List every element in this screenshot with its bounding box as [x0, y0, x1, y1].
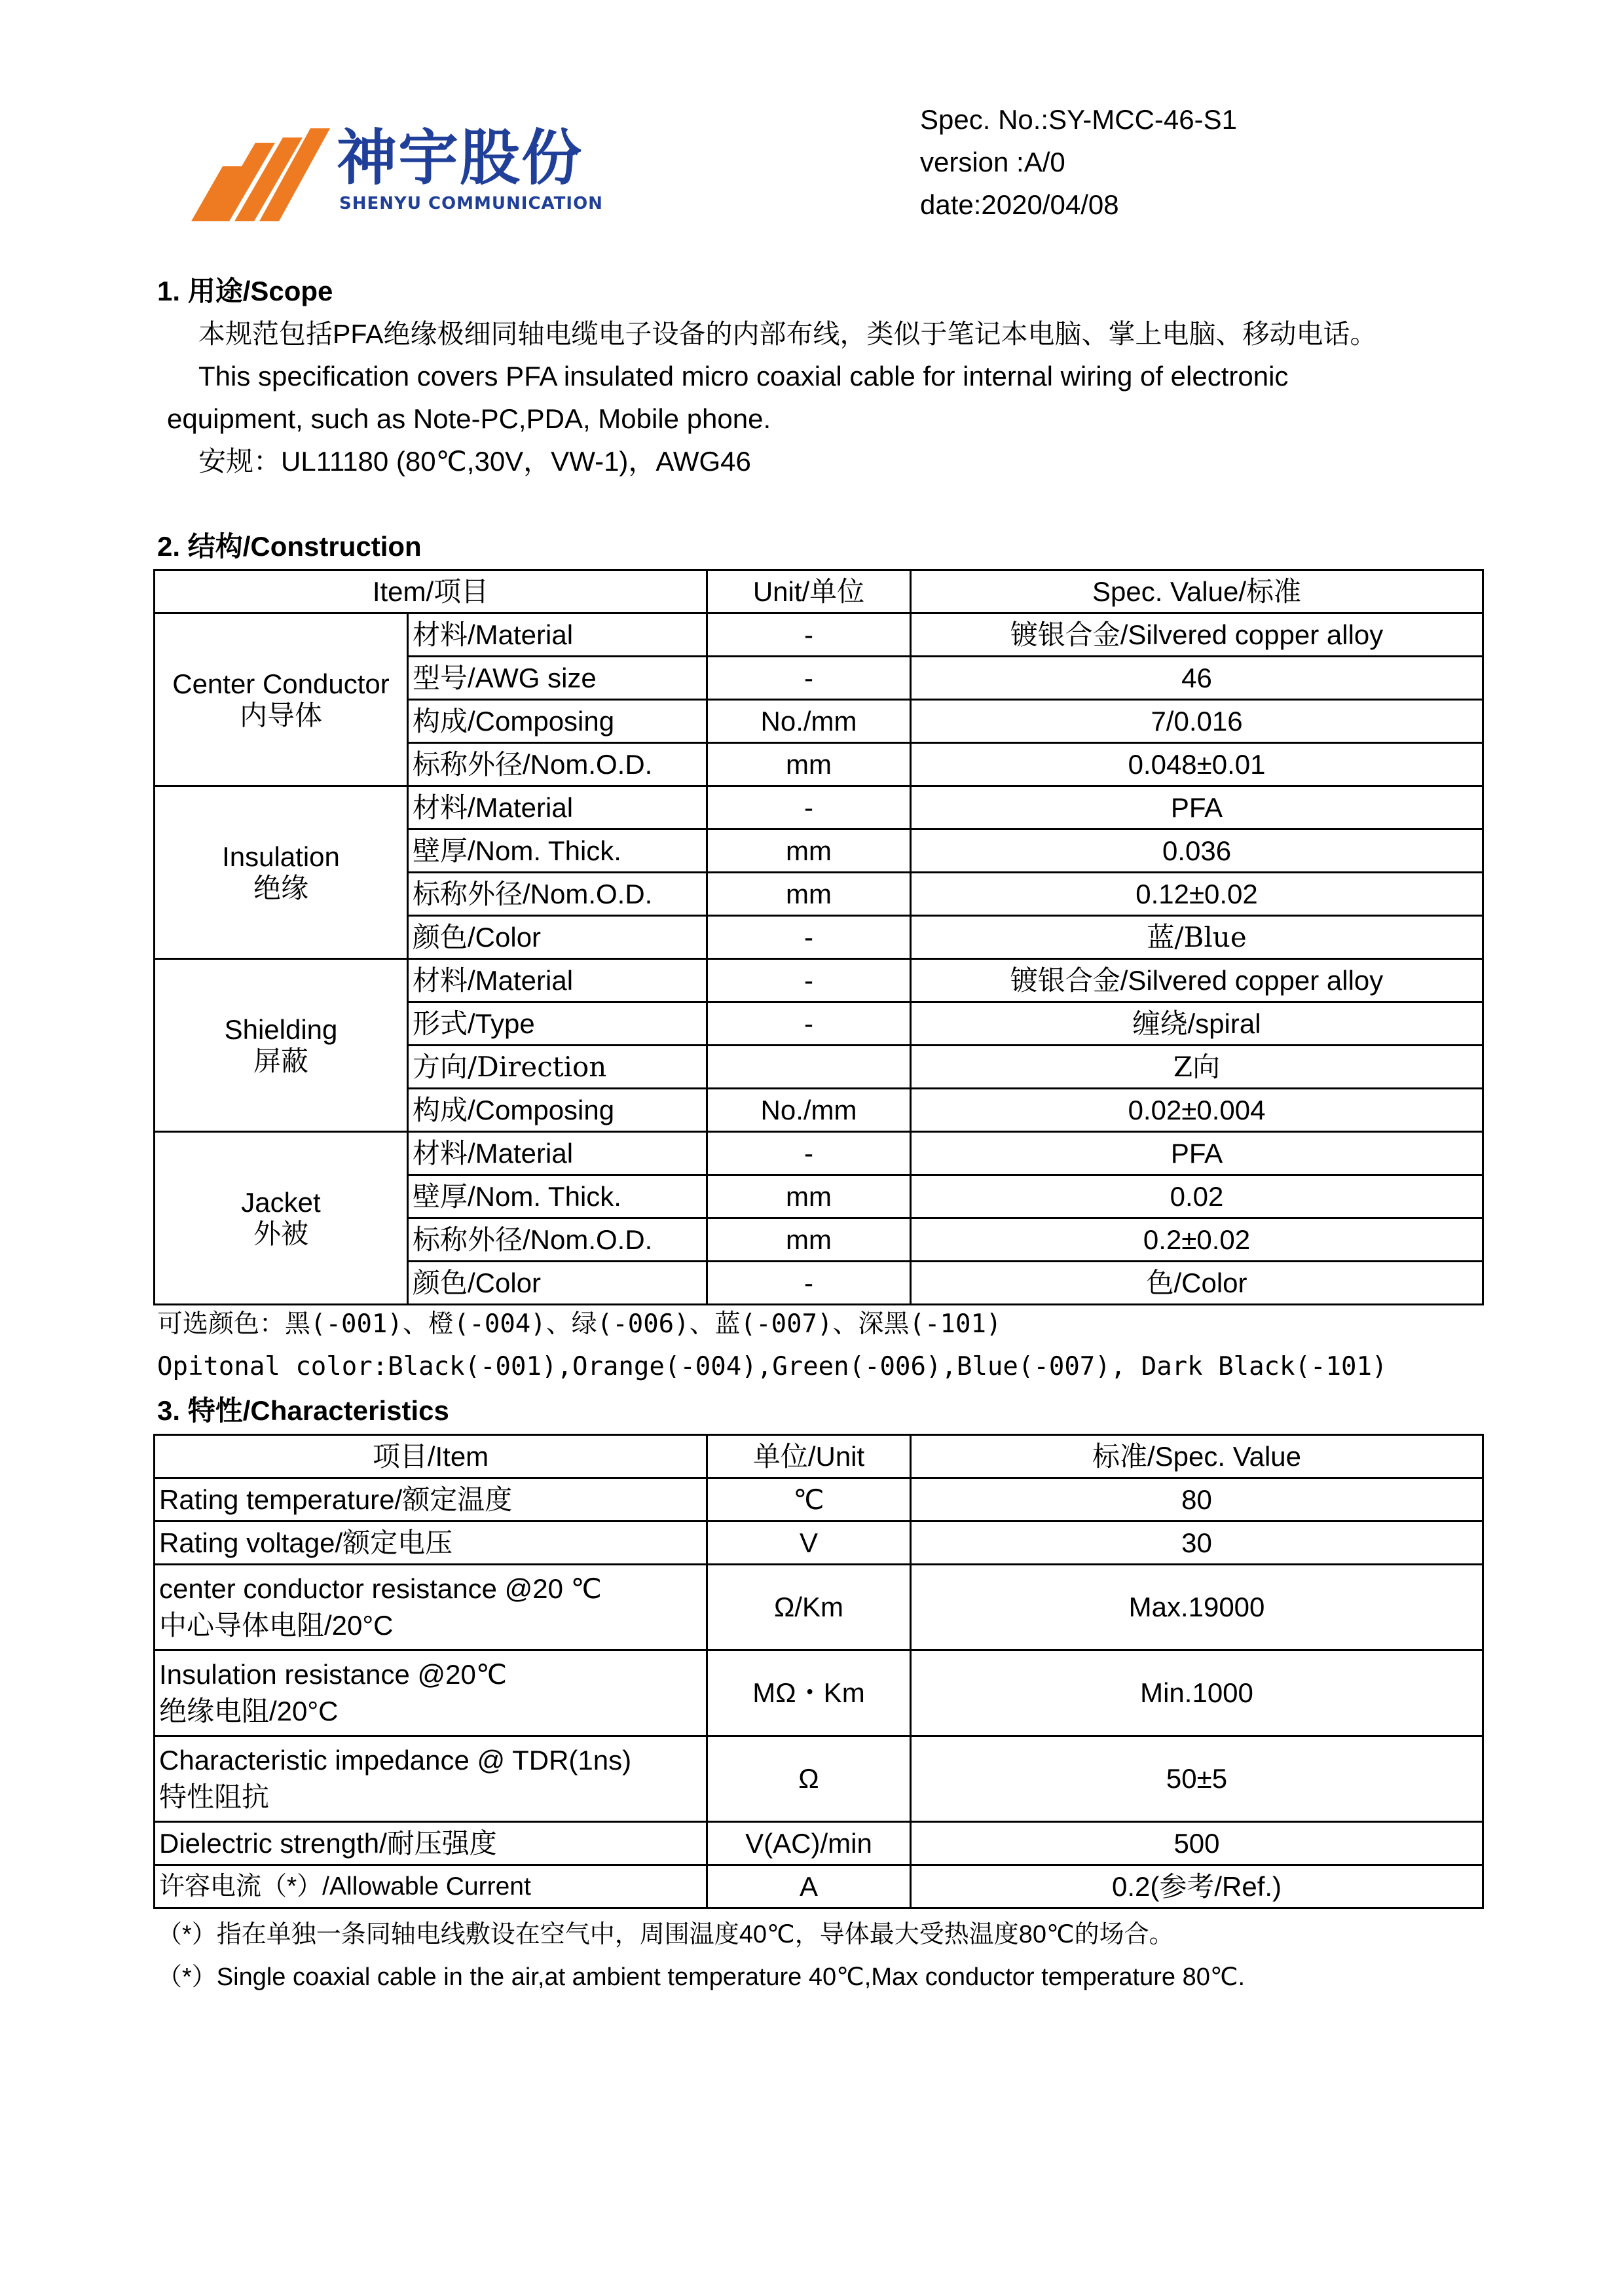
row-item	[155, 1650, 707, 1736]
table-row	[155, 1478, 1483, 1522]
row-unit: No./mm	[707, 700, 911, 743]
table-header-row	[155, 1435, 1483, 1478]
row-value: 0.2(参考/Ref.)	[911, 1865, 1483, 1908]
row-item: Dielectric strength/耐压强度	[155, 1822, 707, 1865]
row-unit: mm	[707, 1175, 911, 1218]
row-unit: -	[707, 786, 911, 829]
table-row	[155, 1650, 1483, 1736]
row-item-line2: 绝缘电阻/20°C	[159, 1696, 339, 1726]
spec-number: Spec. No.:SY-MCC-46-S1	[920, 104, 1237, 135]
row-item: 材料/Material	[408, 1132, 707, 1175]
header-unit: Unit/单位	[707, 570, 911, 613]
row-value: 46	[911, 657, 1483, 700]
row-unit: ℃	[707, 1478, 911, 1522]
row-item: 形式/Type	[408, 1002, 707, 1046]
table-row	[155, 1736, 1483, 1822]
row-item	[155, 1736, 707, 1822]
row-value: Z向	[911, 1046, 1483, 1089]
group-name-cn: 屏蔽	[253, 1044, 308, 1077]
header-item: 项目/Item	[155, 1435, 707, 1478]
row-value: 0.036	[911, 829, 1483, 873]
row-unit: V(AC)/min	[707, 1822, 911, 1865]
row-unit	[707, 1046, 911, 1089]
row-value: 30	[911, 1522, 1483, 1565]
row-item: 壁厚/Nom. Thick.	[408, 829, 707, 873]
row-item: 壁厚/Nom. Thick.	[408, 1175, 707, 1218]
row-item: Rating temperature/额定温度	[155, 1478, 707, 1522]
characteristics-table	[153, 1434, 1484, 1909]
row-item	[155, 1565, 707, 1650]
table-row	[155, 613, 1483, 657]
row-value: 蓝/Blue	[911, 916, 1483, 959]
row-item: 颜色/Color	[408, 916, 707, 959]
row-item: 构成/Composing	[408, 700, 707, 743]
row-value: 7/0.016	[911, 700, 1483, 743]
group-cell	[155, 786, 408, 959]
row-item: 方向/Direction	[408, 1046, 707, 1089]
row-unit: -	[707, 959, 911, 1002]
header-unit: 单位/Unit	[707, 1435, 911, 1478]
table-row	[155, 1522, 1483, 1565]
row-unit: No./mm	[707, 1089, 911, 1132]
row-unit: mm	[707, 829, 911, 873]
row-unit: mm	[707, 743, 911, 786]
row-item: 材料/Material	[408, 959, 707, 1002]
row-item: 许容电流（*）/Allowable Current	[155, 1865, 707, 1908]
company-logo	[191, 123, 637, 221]
row-item: 型号/AWG size	[408, 657, 707, 700]
row-value: 80	[911, 1478, 1483, 1522]
group-name-cn: 外被	[253, 1217, 308, 1250]
logo-mark-icon	[191, 123, 335, 221]
construction-title: 2. 结构/Construction	[157, 531, 422, 562]
row-item: 材料/Material	[408, 786, 707, 829]
footnote-cn: （*）指在单独一条同轴电线敷设在空气中，周围温度40℃，导体最大受热温度80℃的场合。	[157, 1921, 1174, 1948]
row-value: 0.02±0.004	[911, 1089, 1483, 1132]
group-name-en: Jacket	[241, 1186, 321, 1218]
table-row	[155, 1565, 1483, 1650]
row-unit: Ω	[707, 1736, 911, 1822]
header-item: Item/项目	[155, 570, 707, 613]
group-cell	[155, 1132, 408, 1305]
row-value: 镀银合金/Silvered copper alloy	[911, 959, 1483, 1002]
row-item-line1: center conductor resistance @20 ℃	[159, 1573, 602, 1604]
group-name-en: Center Conductor	[172, 668, 390, 699]
row-value: Min.1000	[911, 1650, 1483, 1736]
row-value: PFA	[911, 786, 1483, 829]
row-value: 50±5	[911, 1736, 1483, 1822]
row-item-line1: Insulation resistance @20℃	[159, 1659, 507, 1690]
characteristics-title: 3. 特性/Characteristics	[157, 1395, 449, 1426]
row-item-line2: 中心导体电阻/20°C	[159, 1610, 394, 1641]
optional-colors-en: Opitonal color:Black(-001),Orange(-004),Green(-006),Blue(-007), Dark Black(-101)	[157, 1352, 1388, 1381]
row-value: 0.02	[911, 1175, 1483, 1218]
row-unit: -	[707, 613, 911, 657]
row-item: 颜色/Color	[408, 1262, 707, 1305]
row-unit: mm	[707, 1218, 911, 1262]
row-unit: A	[707, 1865, 911, 1908]
row-item: 标称外径/Nom.O.D.	[408, 1218, 707, 1262]
table-row	[155, 959, 1483, 1002]
row-item-line2: 特性阻抗	[159, 1781, 270, 1812]
scope-title: 1. 用途/Scope	[157, 276, 333, 306]
group-name-en: Shielding	[224, 1013, 338, 1045]
header-value: 标准/Spec. Value	[911, 1435, 1483, 1478]
row-item-line1: Characteristic impedance @ TDR(1ns)	[159, 1745, 632, 1776]
row-value: PFA	[911, 1132, 1483, 1175]
scope-safety: 安规：UL11180 (80℃,30V，VW-1)，AWG46	[198, 446, 751, 477]
row-value: Max.19000	[911, 1565, 1483, 1650]
group-name-cn: 内导体	[239, 699, 322, 731]
row-unit: -	[707, 1002, 911, 1046]
row-value: 0.12±0.02	[911, 873, 1483, 916]
table-header-row	[155, 570, 1483, 613]
table-row	[155, 1132, 1483, 1175]
group-cell	[155, 959, 408, 1132]
table-row	[155, 1822, 1483, 1865]
date: date:2020/04/08	[920, 189, 1119, 220]
row-unit: -	[707, 1262, 911, 1305]
row-unit: MΩ・Km	[707, 1650, 911, 1736]
row-value: 缠绕/spiral	[911, 1002, 1483, 1046]
row-value: 0.048±0.01	[911, 743, 1483, 786]
version: version :A/0	[920, 147, 1065, 177]
optional-colors-cn: 可选颜色：黑(-001)、橙(-004)、绿(-006)、蓝(-007)、深黑(-101)	[157, 1309, 1002, 1339]
row-unit: Ω/Km	[707, 1565, 911, 1650]
row-unit: -	[707, 1132, 911, 1175]
row-item: 材料/Material	[408, 613, 707, 657]
row-value: 500	[911, 1822, 1483, 1865]
group-name-cn: 绝缘	[253, 871, 308, 904]
table-row	[155, 786, 1483, 829]
row-item: 构成/Composing	[408, 1089, 707, 1132]
row-unit: -	[707, 916, 911, 959]
logo-en-text: SHENYU COMMUNICATION	[339, 194, 603, 213]
row-value: 0.2±0.02	[911, 1218, 1483, 1262]
row-unit: -	[707, 657, 911, 700]
row-value: 色/Color	[911, 1262, 1483, 1305]
scope-line-cn: 本规范包括PFA绝缘极细同轴电缆电子设备的内部布线，类似于笔记本电脑、掌上电脑、移动电话。	[198, 319, 1377, 349]
logo-cn-text: 神宇股份	[337, 123, 583, 193]
header-value: Spec. Value/标准	[911, 570, 1483, 613]
row-unit: mm	[707, 873, 911, 916]
row-item: 标称外径/Nom.O.D.	[408, 743, 707, 786]
scope-line-en2: equipment, such as Note-PC,PDA, Mobile phone.	[167, 403, 771, 434]
group-cell	[155, 613, 408, 786]
table-row	[155, 1865, 1483, 1908]
row-unit: V	[707, 1522, 911, 1565]
group-name-en: Insulation	[222, 841, 340, 872]
row-value: 镀银合金/Silvered copper alloy	[911, 613, 1483, 657]
row-item: 标称外径/Nom.O.D.	[408, 873, 707, 916]
construction-table	[153, 569, 1484, 1305]
row-item: Rating voltage/额定电压	[155, 1522, 707, 1565]
scope-line-en1: This specification covers PFA insulated micro coaxial cable for internal wiring of electronic	[198, 361, 1289, 392]
footnote-en: （*）Single coaxial cable in the air,at ambient temperature 40℃,Max conductor temperature 80℃.	[157, 1963, 1246, 1991]
